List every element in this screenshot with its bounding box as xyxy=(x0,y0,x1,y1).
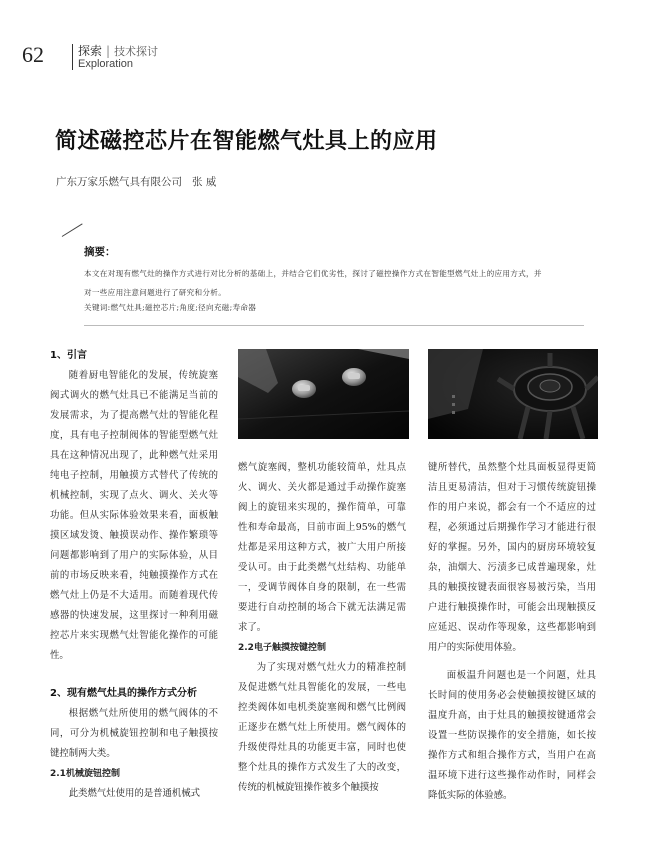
header-divider xyxy=(72,44,73,70)
page-number: 62 xyxy=(22,42,44,67)
article-title: 简述磁控芯片在智能燃气灶具上的应用 xyxy=(55,129,438,154)
stove-knobs-photo xyxy=(238,349,409,439)
author-line xyxy=(56,174,216,189)
column-3 xyxy=(428,458,596,806)
header-section xyxy=(78,42,158,59)
section-heading-1: 1、引言 xyxy=(50,350,87,361)
paragraph: 此类燃气灶使用的是普通机械式 xyxy=(68,788,201,799)
paragraph: 燃气旋塞阀，整机功能较简单，灶具点火、调火、关火都是通过手动操作旋塞阀上的旋钮来实现的，操作简单，可靠性和寿命最高，目前市面上95%的燃气灶都是采用这种方式，被广大用户所接受认可。由于此类燃气灶结构、功能单一，受调节阀体自身的限制，在一些需要进行自动控制的场合下就无法满足需求了。 xyxy=(238,462,406,633)
keywords: 关键词:燃气灶具;磁控芯片;角度;径向充磁;寿命器 xyxy=(84,303,257,312)
subsection-heading-2-2: 2.2电子触摸按键控制 xyxy=(238,643,326,653)
section-separator: | xyxy=(106,44,111,58)
abstract-text: 本文在对现有燃气灶的操作方式进行对比分析的基础上，并结合它们优劣性，探讨了磁控操作方式在智能型燃气灶上的应用方式，并对一些应用注意问题进行了研究和分析。 xyxy=(84,269,542,297)
subsection-heading-2-1: 2.1机械旋钮控制 xyxy=(50,769,120,779)
paragraph: 为了实现对燃气灶火力的精准控制及促进燃气灶具智能化的发展，一些电控类阀体如电机类旋塞阀和燃气比例阀正逐步在燃气灶上所使用。燃气阀体的升级使得灶具的功能更丰富，同时也使整个灶具的操作方式发生了大的改变，传统的机械旋钮操作被多个触摸按 xyxy=(238,662,406,793)
section-label-en: Exploration xyxy=(78,58,134,70)
abstract-label: 摘要： xyxy=(84,246,116,258)
abstract-decor-line xyxy=(62,223,83,237)
paragraph: 根据燃气灶所使用的燃气阀体的不同，可分为机械旋钮控制和电子触摸按键控制两大类。 xyxy=(50,708,218,759)
paragraph: 随着厨电智能化的发展，传统旋塞阀式调火的燃气灶具已不能满足当前的发展需求，为了提高燃气灶的智能化程度，具有电子控制阀体的智能型燃气灶具在这种情况出现了，此种燃气灶采用纯电子控制，用触摸方式替代了传统的机械控制，实现了点火、调火、关火等功能。但从实际体验效果来看，面板触摸区域发烫、触摸误动作、操作繁琐等问题都影响到了用户的实际体验，从目前的市场反映来看，纯触摸操作方式在燃气灶上仍是不大适用。而随着现代传感器的快速发展，这里探讨一种利用磁控芯片来实现燃气灶智能化操作的可能性。 xyxy=(50,370,218,661)
section-heading-2: 2、现有燃气灶具的操作方式分析 xyxy=(50,688,197,699)
paragraph: 键所替代，虽然整个灶具面板显得更简洁且更易清洁，但对于习惯传统旋钮操作的用户来说，都会有一个不适应的过程，必须通过后期操作学习才能进行很好的掌握。另外，国内的厨房环境较复杂，油烟大、污渍多已成普遍现象，灶具的触摸按键表面很容易被污染，当用户进行触摸操作时，可能会出现触摸反应延迟、误动作等现象，这些都影响到用户的实际使用体验。 xyxy=(428,462,596,653)
burner-photo xyxy=(428,349,598,439)
paragraph: 面板温升问题也是一个问题，灶具长时间的使用务必会使触摸按键区域的温度升高，由于灶具的触摸按键通常会设置一些防误操作的安全措施，如长按操作方式和组合操作方式，当用户在高温环境下进行这些操作动作时，同样会降低实际的体验感。 xyxy=(428,670,596,801)
section-label: 探索 xyxy=(78,44,103,58)
column-1 xyxy=(50,346,218,804)
affiliation: 广东万家乐燃气具有限公司 xyxy=(56,176,182,188)
author-name: 张 威 xyxy=(192,176,217,188)
subsection-label: 技术探讨 xyxy=(114,45,159,58)
stove-knobs-illustration xyxy=(238,349,409,439)
burner-illustration xyxy=(428,349,598,439)
abstract-divider xyxy=(84,325,584,326)
column-2 xyxy=(238,458,406,798)
